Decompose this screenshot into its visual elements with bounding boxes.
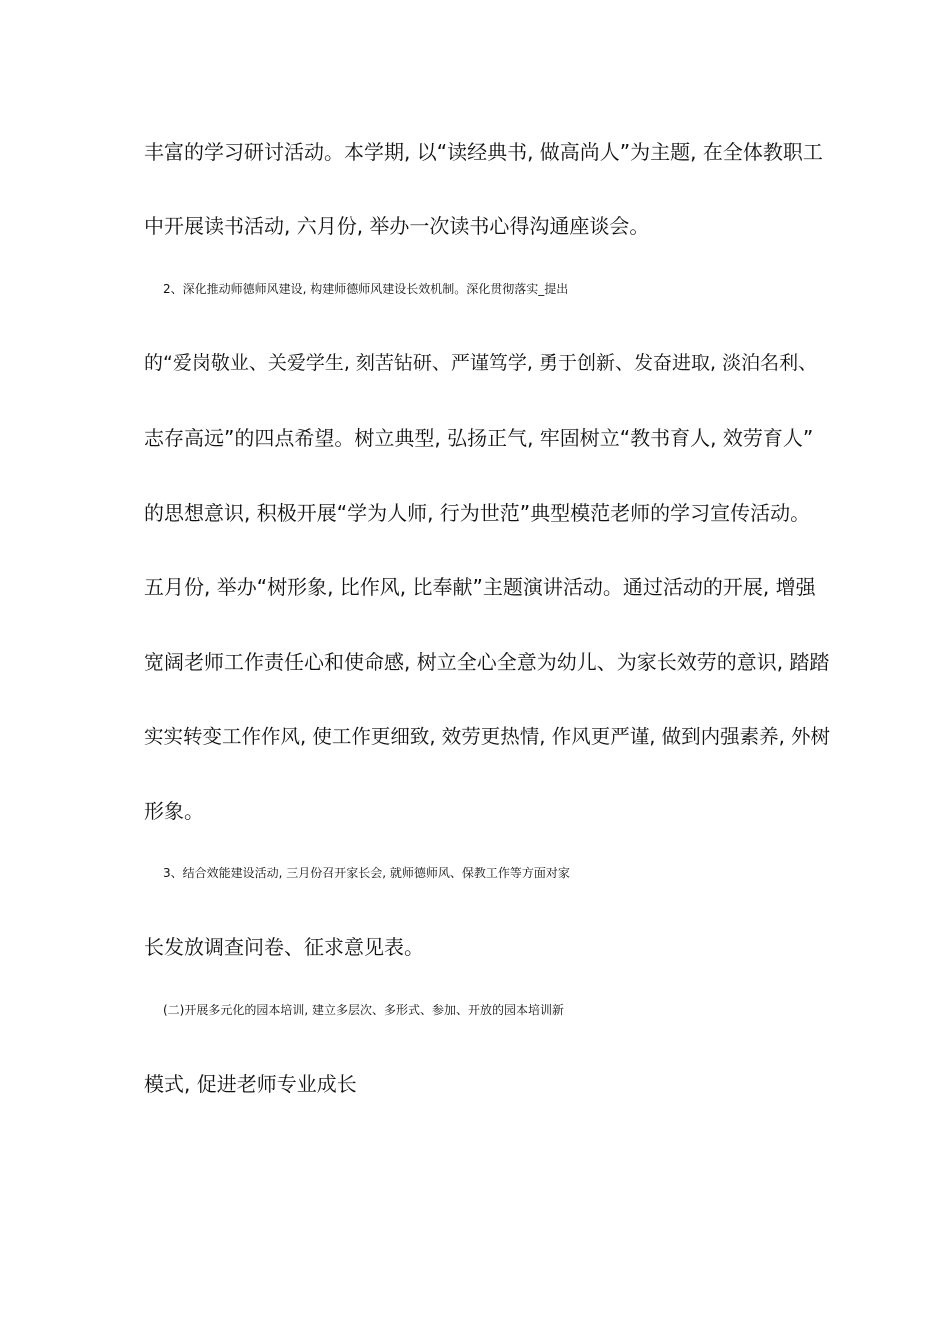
paragraph-line: 2、深化推动师德师风建设, 构建师德师风建设长效机制。深化贯彻落实_提出 xyxy=(163,282,569,296)
paragraph-line: 中开展读书活动, 六月份, 举办一次读书心得沟通座谈会。 xyxy=(144,214,650,238)
paragraph-line: 长发放调查问卷、征求意见表。 xyxy=(144,935,424,959)
paragraph-line: 实实转变工作作风, 使工作更细致, 效劳更热情, 作风更严谨, 做到内强素养, 外树 xyxy=(144,725,830,748)
paragraph-line: 形象。 xyxy=(144,799,204,823)
paragraph-line: 的思想意识, 积极开展“学为人师, 行为世范”典型模范老师的学习宣传活动。 xyxy=(144,501,811,525)
paragraph-line: 五月份, 举办“树形象, 比作风, 比奉献”主题演讲活动。通过活动的开展, 增强 xyxy=(144,575,816,599)
paragraph-line: 宽阔老师工作责任心和使命感, 树立全心全意为幼儿、为家长效劳的意识, 踏踏 xyxy=(144,650,830,674)
paragraph-line: 志存高远”的四点希望。树立典型, 弘扬正气, 牢固树立“教书育人, 效劳育人” xyxy=(144,426,814,450)
paragraph-line: 丰富的学习研讨活动。本学期, 以“读经典书, 做高尚人”为主题, 在全体教职工 xyxy=(144,140,823,164)
section-heading-line: (二)开展多元化的园本培训, 建立多层次、多形式、参加、开放的园本培训新 xyxy=(163,1003,564,1017)
section-heading-line: 模式, 促进老师专业成长 xyxy=(144,1072,357,1096)
paragraph-line: 的“爱岗敬业、关爱学生, 刻苦钻研、严谨笃学, 勇于创新、发奋进取, 淡泊名利、 xyxy=(144,352,818,374)
paragraph-line: 3、结合效能建设活动, 三月份召开家长会, 就师德师风、保教工作等方面对家 xyxy=(163,866,570,880)
